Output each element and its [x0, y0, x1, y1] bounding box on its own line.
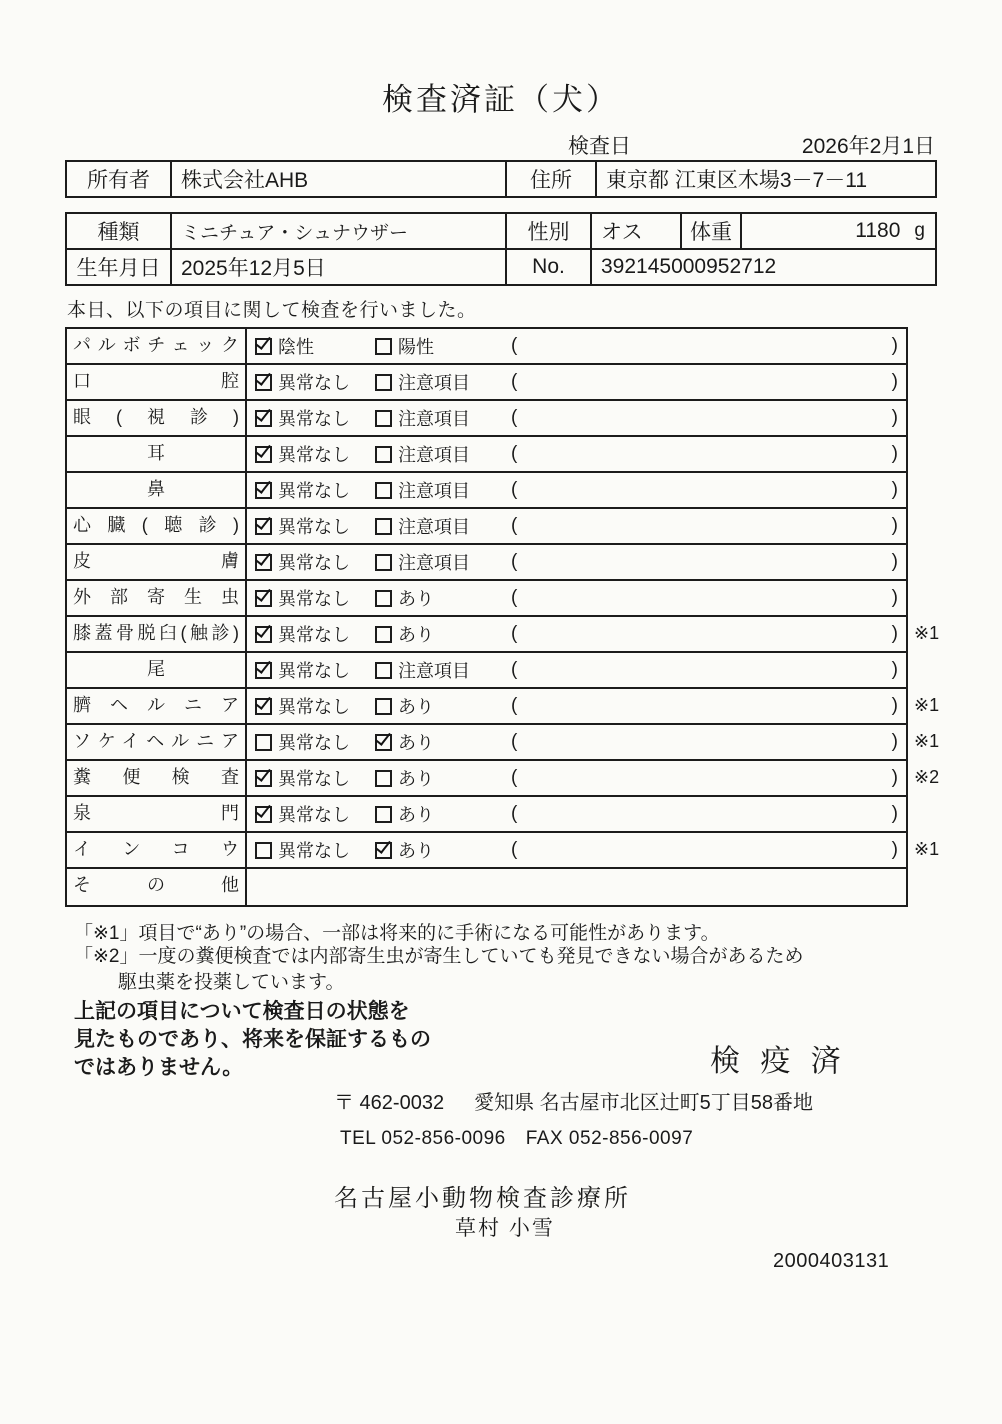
- pet-info-table: [65, 212, 937, 286]
- option-1: [247, 585, 375, 611]
- option-label: 異常なし: [278, 841, 350, 861]
- paren-close: ): [891, 515, 898, 536]
- option-label: あり: [398, 697, 434, 717]
- clinic-address: 愛知県 名古屋市北区辻町5丁目58番地: [474, 1092, 814, 1114]
- checkbox-icon: [255, 410, 272, 427]
- clinic-fax: FAX 052-856-0097: [525, 1128, 694, 1149]
- paren-open: (: [511, 839, 518, 860]
- paren-close: ): [891, 623, 898, 644]
- option-label: 注意項目: [398, 481, 470, 501]
- row-label: 尾: [67, 653, 247, 687]
- checkbox-icon: [255, 806, 272, 823]
- option-label: 異常なし: [278, 769, 350, 789]
- option-2: [375, 657, 506, 683]
- row-label: パルボチェック: [67, 329, 247, 363]
- row-label: その他: [67, 869, 247, 905]
- number-label: No.: [506, 249, 591, 285]
- checkbox-icon: [375, 698, 392, 715]
- row-note: [914, 471, 964, 507]
- inspection-row: [67, 365, 906, 401]
- paren-close: ): [891, 587, 898, 608]
- paren-open: (: [511, 371, 518, 392]
- number-value: 392145000952712: [591, 249, 936, 285]
- paren-close: ): [891, 371, 898, 392]
- row-note: ※1: [914, 695, 940, 715]
- option-label: 異常なし: [278, 661, 350, 681]
- option-2: [375, 333, 506, 359]
- option-2: [375, 585, 506, 611]
- paren-open: (: [511, 623, 518, 644]
- weight-cell: [741, 213, 936, 249]
- row-label: 外部寄生虫: [67, 581, 247, 615]
- option-2: [375, 729, 506, 755]
- option-label: 注意項目: [398, 517, 470, 537]
- option-label: 注意項目: [398, 409, 470, 429]
- address-label: 住所: [506, 161, 596, 197]
- owner-address-table: [65, 160, 937, 198]
- footnote-2: [74, 944, 804, 996]
- option-2: [375, 513, 506, 539]
- paren-open: (: [511, 551, 518, 572]
- result-parens: [506, 659, 906, 681]
- option-label: 異常なし: [278, 733, 350, 753]
- option-label: 異常なし: [278, 445, 350, 465]
- paren-close: ): [891, 479, 898, 500]
- clinic-tel: TEL 052-856-0096: [340, 1128, 506, 1149]
- option-label: 陽性: [398, 337, 434, 357]
- option-1: [247, 369, 375, 395]
- row-label: ソケイヘルニア: [67, 725, 247, 759]
- inspection-row: [67, 329, 906, 365]
- row-label: 心臓(聴診): [67, 509, 247, 543]
- option-label: 異常なし: [278, 481, 350, 501]
- row-note: [914, 543, 964, 579]
- option-label: あり: [398, 589, 434, 609]
- option-label: 注意項目: [398, 445, 470, 465]
- checkbox-icon: [375, 374, 392, 391]
- option-2: [375, 369, 506, 395]
- result-parens: [506, 515, 906, 537]
- option-label: 陰性: [278, 337, 314, 357]
- paren-open: (: [511, 659, 518, 680]
- option-2: [375, 441, 506, 467]
- result-parens: [506, 371, 906, 393]
- inspection-row: [67, 437, 906, 473]
- footnote-1: 「※1」項目で“あり”の場合、一部は将来的に手術になる可能性があります。: [74, 923, 720, 944]
- option-label: 注意項目: [398, 373, 470, 393]
- checkbox-icon: [255, 482, 272, 499]
- row-options: [247, 401, 906, 435]
- option-label: あり: [398, 625, 434, 645]
- option-label: あり: [398, 769, 434, 789]
- paren-close: ): [891, 407, 898, 428]
- inspection-row: [67, 545, 906, 581]
- option-2: [375, 837, 506, 863]
- result-parens: [506, 479, 906, 501]
- option-label: あり: [398, 805, 434, 825]
- checkbox-icon: [375, 626, 392, 643]
- option-label: 異常なし: [278, 805, 350, 825]
- paren-open: (: [511, 767, 518, 788]
- owner-value: 株式会社AHB: [171, 161, 506, 197]
- row-note: [914, 795, 964, 831]
- checkbox-icon: [255, 842, 272, 859]
- inspection-row: [67, 581, 906, 617]
- paren-close: ): [891, 767, 898, 788]
- option-2: [375, 693, 506, 719]
- row-options: [247, 509, 906, 543]
- paren-close: ): [891, 551, 898, 572]
- option-2: [375, 765, 506, 791]
- option-1: [247, 621, 375, 647]
- row-label: 皮膚: [67, 545, 247, 579]
- checkbox-icon: [255, 734, 272, 751]
- checkbox-icon: [255, 590, 272, 607]
- result-parens: [506, 803, 906, 825]
- result-parens: [506, 443, 906, 465]
- row-note: ※2: [914, 767, 940, 787]
- inspection-row: [67, 653, 906, 689]
- row-label: インコウ: [67, 833, 247, 867]
- inspection-row: [67, 617, 906, 653]
- option-1: [247, 693, 375, 719]
- row-label: 耳: [67, 437, 247, 471]
- checkbox-icon: [375, 770, 392, 787]
- row-options: [247, 437, 906, 471]
- result-parens: [506, 767, 906, 789]
- document-title: 検査済証（犬）: [382, 82, 620, 117]
- result-parens: [506, 731, 906, 753]
- checkbox-icon: [255, 518, 272, 535]
- footnote-2-line2: 駆虫薬を投薬しています。: [118, 972, 345, 993]
- inspection-row: [67, 761, 906, 797]
- paren-open: (: [511, 515, 518, 536]
- intro-text: 本日、以下の項目に関して検査を行いました。: [67, 300, 477, 321]
- option-1: [247, 549, 375, 575]
- disclaimer-line2: 見たものであり、将来を保証するもの: [74, 1028, 431, 1051]
- row-note: [914, 507, 964, 543]
- inspection-row: [67, 509, 906, 545]
- row-note: ※1: [914, 623, 940, 643]
- inspection-row: [67, 797, 906, 833]
- paren-open: (: [511, 479, 518, 500]
- option-label: あり: [398, 733, 434, 753]
- row-note: ※1: [914, 839, 940, 859]
- row-note: [914, 435, 964, 471]
- row-options: [247, 365, 906, 399]
- row-options: [247, 869, 906, 905]
- row-options: [247, 329, 906, 363]
- paren-open: (: [511, 695, 518, 716]
- checkbox-icon: [375, 338, 392, 355]
- paren-open: (: [511, 803, 518, 824]
- option-label: 異常なし: [278, 589, 350, 609]
- inspection-row: [67, 725, 906, 761]
- inspection-date-label: 検査日: [568, 135, 631, 158]
- option-1: [247, 729, 375, 755]
- clinic-contact-row: [340, 1128, 693, 1150]
- paren-close: ): [891, 443, 898, 464]
- result-parens: [506, 335, 906, 357]
- address-value: 東京都 江東区木場3－7－11: [596, 161, 936, 197]
- checkbox-icon: [255, 338, 272, 355]
- checkbox-icon: [375, 518, 392, 535]
- row-note: ※1: [914, 731, 940, 751]
- checkbox-icon: [375, 806, 392, 823]
- row-note: [914, 399, 964, 435]
- breed-value: ミニチュア・シュナウザー: [171, 213, 506, 249]
- result-parens: [506, 407, 906, 429]
- checkbox-icon: [255, 770, 272, 787]
- option-1: [247, 333, 375, 359]
- result-parens: [506, 551, 906, 573]
- option-label: 異常なし: [278, 697, 350, 717]
- option-label: 注意項目: [398, 553, 470, 573]
- paren-close: ): [891, 803, 898, 824]
- inspection-table: [65, 327, 908, 907]
- row-label: 眼(視診): [67, 401, 247, 435]
- owner-row: [66, 161, 936, 197]
- birthdate-label: 生年月日: [66, 249, 171, 285]
- checkbox-icon: [375, 410, 392, 427]
- row-options: [247, 797, 906, 831]
- breed-label: 種類: [66, 213, 171, 249]
- result-parens: [506, 587, 906, 609]
- checkbox-icon: [375, 590, 392, 607]
- row-label: 膝蓋骨脱臼(触診): [67, 617, 247, 651]
- result-parens: [506, 695, 906, 717]
- paren-close: ): [891, 731, 898, 752]
- row-options: [247, 581, 906, 615]
- checkbox-icon: [255, 446, 272, 463]
- clinic-postal-code: 〒 462-0032: [334, 1092, 445, 1114]
- disclaimer-line3: ではありません。: [74, 1056, 244, 1079]
- row-label: 臍ヘルニア: [67, 689, 247, 723]
- row-options: [247, 653, 906, 687]
- option-1: [247, 837, 375, 863]
- checkbox-icon: [255, 662, 272, 679]
- row-label: 鼻: [67, 473, 247, 507]
- checkbox-icon: [375, 662, 392, 679]
- inspection-row: [67, 689, 906, 725]
- checkbox-icon: [255, 554, 272, 571]
- option-label: あり: [398, 841, 434, 861]
- option-2: [375, 621, 506, 647]
- row-options: [247, 761, 906, 795]
- option-label: 異常なし: [278, 517, 350, 537]
- result-parens: [506, 623, 906, 645]
- option-label: 異常なし: [278, 373, 350, 393]
- quarantine-stamp: 検 疫 済: [710, 1045, 847, 1078]
- result-parens: [506, 839, 906, 861]
- checkbox-icon: [375, 734, 392, 751]
- sex-label: 性別: [506, 213, 591, 249]
- row-options: [247, 473, 906, 507]
- serial-number: 2000403131: [773, 1250, 890, 1272]
- owner-label: 所有者: [66, 161, 171, 197]
- inspection-section: [65, 327, 940, 907]
- option-label: 異常なし: [278, 553, 350, 573]
- row-note: [914, 327, 964, 363]
- option-1: [247, 765, 375, 791]
- paren-open: (: [511, 335, 518, 356]
- inspection-date-row: [568, 130, 935, 160]
- clinic-postal-row: [334, 1086, 813, 1115]
- checkbox-icon: [375, 554, 392, 571]
- option-label: 注意項目: [398, 661, 470, 681]
- note-column: [914, 327, 964, 903]
- birth-row: [66, 249, 936, 285]
- breed-row: [66, 213, 936, 249]
- paren-open: (: [511, 731, 518, 752]
- vet-name: 草村 小雪: [455, 1217, 555, 1240]
- footnote-2-line1: 「※2」一度の糞便検査では内部寄生虫が寄生していても発見できない場合があるため: [74, 946, 804, 967]
- option-2: [375, 477, 506, 503]
- birthdate-value: 2025年12月5日: [171, 249, 506, 285]
- sex-value: オス: [591, 213, 681, 249]
- weight-value: 1180: [855, 219, 901, 242]
- checkbox-icon: [255, 698, 272, 715]
- paren-open: (: [511, 443, 518, 464]
- inspection-date-value: 2026年2月1日: [801, 135, 935, 158]
- option-label: 異常なし: [278, 409, 350, 429]
- option-1: [247, 477, 375, 503]
- disclaimer-text: [74, 998, 431, 1082]
- paren-close: ): [891, 695, 898, 716]
- option-1: [247, 441, 375, 467]
- option-1: [247, 801, 375, 827]
- row-options: [247, 725, 906, 759]
- inspection-row: [67, 869, 906, 905]
- clinic-name: 名古屋小動物検査診療所: [334, 1185, 631, 1212]
- inspection-row: [67, 401, 906, 437]
- row-options: [247, 833, 906, 867]
- checkbox-icon: [255, 626, 272, 643]
- inspection-row: [67, 833, 906, 869]
- checkbox-icon: [375, 842, 392, 859]
- option-label: 異常なし: [278, 625, 350, 645]
- paren-open: (: [511, 587, 518, 608]
- row-note: [914, 651, 964, 687]
- row-note: [914, 579, 964, 615]
- option-2: [375, 405, 506, 431]
- checkbox-icon: [375, 446, 392, 463]
- inspection-row: [67, 473, 906, 509]
- option-1: [247, 405, 375, 431]
- weight-label: 体重: [681, 213, 741, 249]
- disclaimer-line1: 上記の項目について検査日の状態を: [74, 1000, 410, 1023]
- option-2: [375, 801, 506, 827]
- paren-close: ): [891, 659, 898, 680]
- checkbox-icon: [375, 482, 392, 499]
- paren-close: ): [891, 839, 898, 860]
- weight-unit: g: [914, 220, 925, 241]
- option-2: [375, 549, 506, 575]
- row-options: [247, 617, 906, 651]
- paren-open: (: [511, 407, 518, 428]
- row-label: 糞便検査: [67, 761, 247, 795]
- row-note: [914, 867, 964, 903]
- option-1: [247, 513, 375, 539]
- row-options: [247, 689, 906, 723]
- row-options: [247, 545, 906, 579]
- row-note: [914, 363, 964, 399]
- row-label: 泉門: [67, 797, 247, 831]
- option-1: [247, 657, 375, 683]
- paren-close: ): [891, 335, 898, 356]
- row-label: 口腔: [67, 365, 247, 399]
- checkbox-icon: [255, 374, 272, 391]
